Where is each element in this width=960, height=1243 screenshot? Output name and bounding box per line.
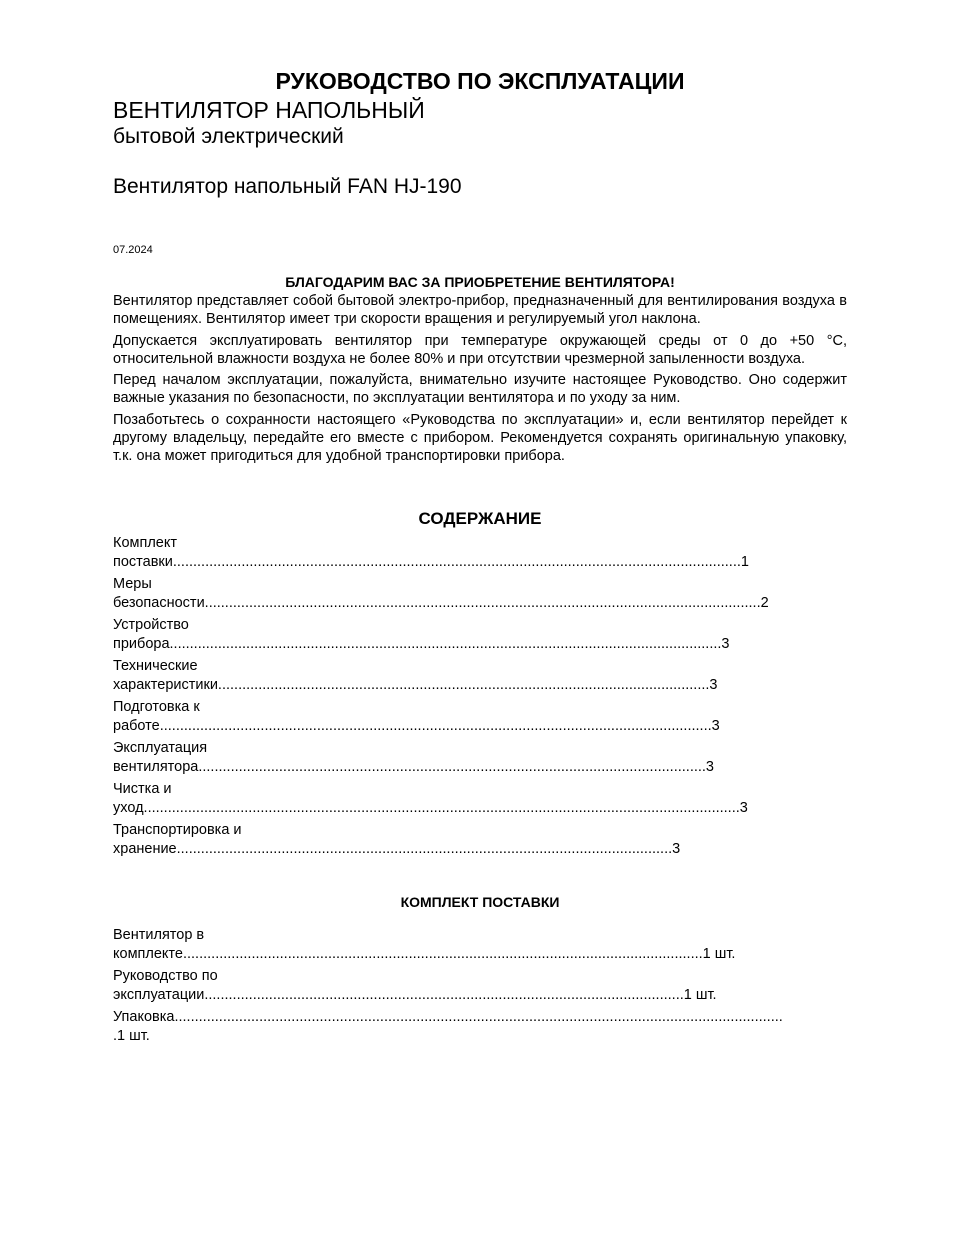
intro-paragraph: Вентилятор представляет собой бытовой электро-прибор, предназначенный для вентилирования воздуха в помещениях. Вентилятор имеет три скорости вращения и регулируемый угол наклона. — [113, 293, 847, 328]
document-subtitle: ВЕНТИЛЯТОР НАПОЛЬНЫЙ — [113, 97, 425, 123]
toc-item-title: Транспортировка и — [113, 822, 242, 838]
toc-item[interactable] — [113, 780, 847, 818]
document-subtitle-2: бытовой электрический — [113, 125, 344, 148]
toc-item-page: безопасности..........................................................................................................................................2 — [113, 595, 769, 611]
kit-heading: КОМПЛЕКТ ПОСТАВКИ — [400, 894, 560, 910]
kit-item-quantity: эксплуатации.......................................................................................................................1 шт. — [113, 987, 717, 1003]
toc-item-page: вентилятора..............................................................................................................................3 — [113, 759, 714, 775]
toc-item[interactable] — [113, 616, 847, 654]
kit-item-name: Вентилятор в — [113, 927, 205, 943]
toc-item-page: прибора.........................................................................................................................................3 — [113, 636, 730, 652]
toc-item[interactable] — [113, 821, 847, 859]
toc-item-title: Меры — [113, 576, 152, 592]
kit-item — [113, 967, 847, 1005]
intro-paragraph: Перед началом эксплуатации, пожалуйста, внимательно изучите настоящее Руководство. Оно содержит важные указания по безопасности, по эксплуатации вентилятора и по уходу за ним. — [113, 372, 847, 407]
intro-paragraph: Позаботьтесь о сохранности настоящего «Руководства по эксплуатации» и, если вентилятор перейдет к другому владельцу, передайте его вместе с прибором. Рекомендуется сохранять оригинальную упаковку, т.к. она может пригодиться для удобной транспортировки прибора. — [113, 411, 847, 465]
toc-item-page: поставки.............................................................................................................................................1 — [113, 554, 749, 570]
intro-section — [113, 292, 847, 469]
toc-item[interactable] — [113, 739, 847, 777]
kit-item-quantity: комплекте.................................................................................................................................1 шт. — [113, 946, 736, 962]
thanks-heading: БЛАГОДАРИМ ВАС ЗА ПРИОБРЕТЕНИЕ ВЕНТИЛЯТОРА! — [285, 274, 675, 290]
kit-list — [113, 926, 847, 1049]
kit-item-name: Руководство по — [113, 968, 218, 984]
contents-heading: СОДЕРЖАНИЕ — [418, 509, 542, 528]
kit-item-name: Упаковка....................................................................................................................................................... — [113, 1009, 783, 1025]
toc-item-page: характеристики..........................................................................................................................3 — [113, 677, 718, 693]
kit-item-quantity: .1 шт. — [113, 1028, 150, 1044]
toc-item-title: Чистка и — [113, 781, 172, 797]
toc-item-title: Технические — [113, 658, 198, 674]
toc-item-title: Эксплуатация — [113, 740, 208, 756]
kit-item — [113, 926, 847, 964]
intro-paragraph: Допускается эксплуатировать вентилятор при температуре окружающей среды от 0 до +50 °C, относительной влажности воздуха не более 80% и при отсутствии чрезмерной запыленности воздуха. — [113, 332, 847, 367]
kit-item — [113, 1008, 847, 1046]
toc-item[interactable] — [113, 534, 847, 572]
toc-item-page: уход....................................................................................................................................................3 — [113, 800, 748, 816]
toc-item-title: Комплект — [113, 535, 178, 551]
toc-item-page: работе.........................................................................................................................................3 — [113, 718, 720, 734]
toc-item-title: Устройство — [113, 617, 189, 633]
document-title: РУКОВОДСТВО ПО ЭКСПЛУАТАЦИИ — [275, 68, 685, 94]
toc-item-title: Подготовка к — [113, 699, 200, 715]
toc-item[interactable] — [113, 698, 847, 736]
table-of-contents — [113, 534, 847, 862]
toc-item-page: хранение...........................................................................................................................3 — [113, 841, 681, 857]
document-date: 07.2024 — [113, 244, 153, 256]
toc-item[interactable] — [113, 575, 847, 613]
toc-item[interactable] — [113, 657, 847, 695]
product-model: Вентилятор напольный FAN HJ-190 — [113, 175, 462, 198]
